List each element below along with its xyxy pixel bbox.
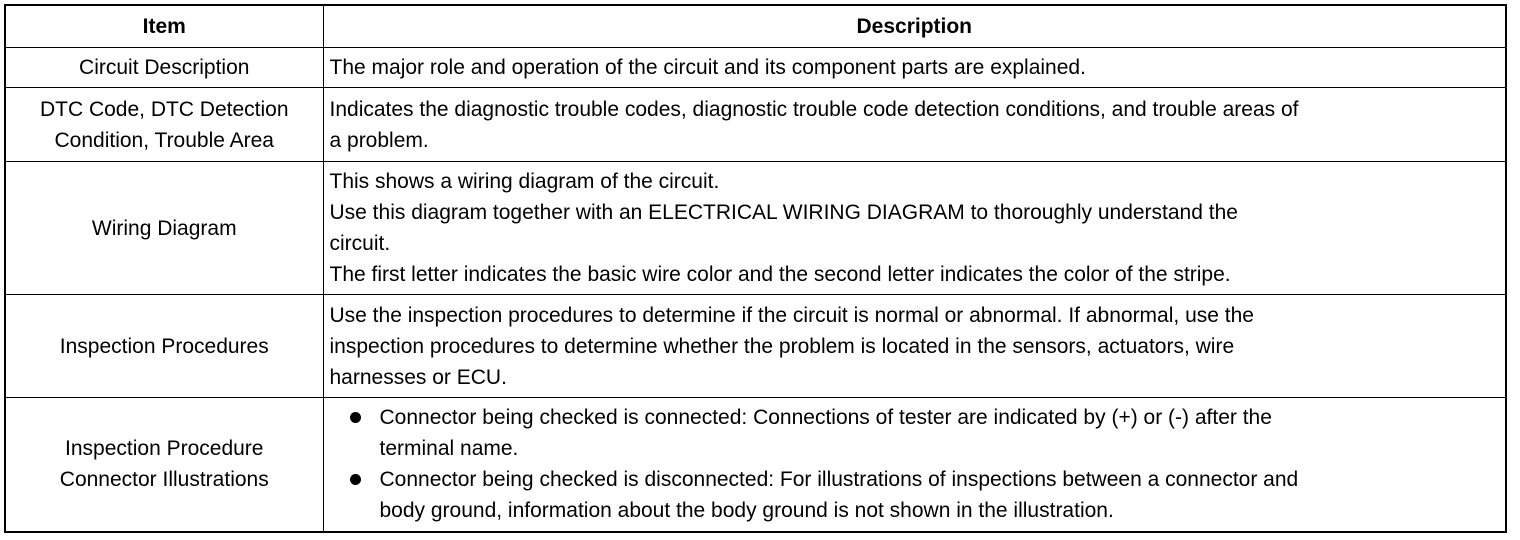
item-description-table [4,4,1507,533]
bullet-icon [350,412,361,423]
table-row [5,48,1506,88]
list-item [330,464,1500,526]
description-cell [323,88,1506,162]
table-row [5,398,1506,532]
table-row [5,295,1506,398]
item-cell [5,162,323,295]
item-text: Inspection Procedure [65,437,264,461]
description-text: The first letter indicates the basic wire color and the second letter indicates the color of the stripe. [329,263,1231,286]
list-item [330,402,1500,464]
description-cell [323,48,1506,88]
description-text: a problem. [329,128,429,152]
description-text: Indicates the diagnostic trouble codes, diagnostic trouble code detection conditions, and trouble areas of [329,97,1299,121]
table-row [5,162,1506,295]
description-text: This shows a wiring diagram of the circuit. [329,170,720,193]
item-text: Connector Illustrations [59,468,269,492]
bullet-text: Connector being checked is connected: Connections of tester are indicated by (+) or (-) after the [379,406,1272,430]
header-item: Item [5,5,323,48]
item-text: Circuit Description [79,56,250,79]
description-text: inspection procedures to determine whether the problem is located in the sensors, actuators, wire [329,334,1235,358]
item-text: DTC Code, DTC Detection [39,97,289,121]
item-cell [5,88,323,162]
bullet-list [330,402,1500,526]
header-row [5,5,1506,48]
description-cell [323,295,1506,398]
bullet-text: body ground, information about the body ground is not shown in the illustration. [379,499,1114,523]
description-text: Use the inspection procedures to determine if the circuit is normal or abnormal. If abnormal, use the [329,303,1254,327]
description-text: Use this diagram together with an ELECTRICAL WIRING DIAGRAM to thoroughly understand the [329,201,1238,224]
item-cell [5,398,323,532]
header-description: Description [323,5,1506,48]
item-text: Wiring Diagram [91,216,237,240]
description-text: The major role and operation of the circuit and its component parts are explained. [329,56,1086,79]
item-text: Condition, Trouble Area [54,128,274,152]
item-text: Inspection Procedures [59,334,269,358]
bullet-text: Connector being checked is disconnected: For illustrations of inspections between a connector and [379,468,1299,492]
bullet-text: terminal name. [379,437,519,461]
table-row [5,88,1506,162]
item-cell [5,295,323,398]
item-cell [5,48,323,88]
bullet-icon [350,474,361,485]
description-cell [323,398,1506,532]
description-text: circuit. [329,232,391,255]
description-cell [323,162,1506,295]
description-text: harnesses or ECU. [329,365,507,389]
